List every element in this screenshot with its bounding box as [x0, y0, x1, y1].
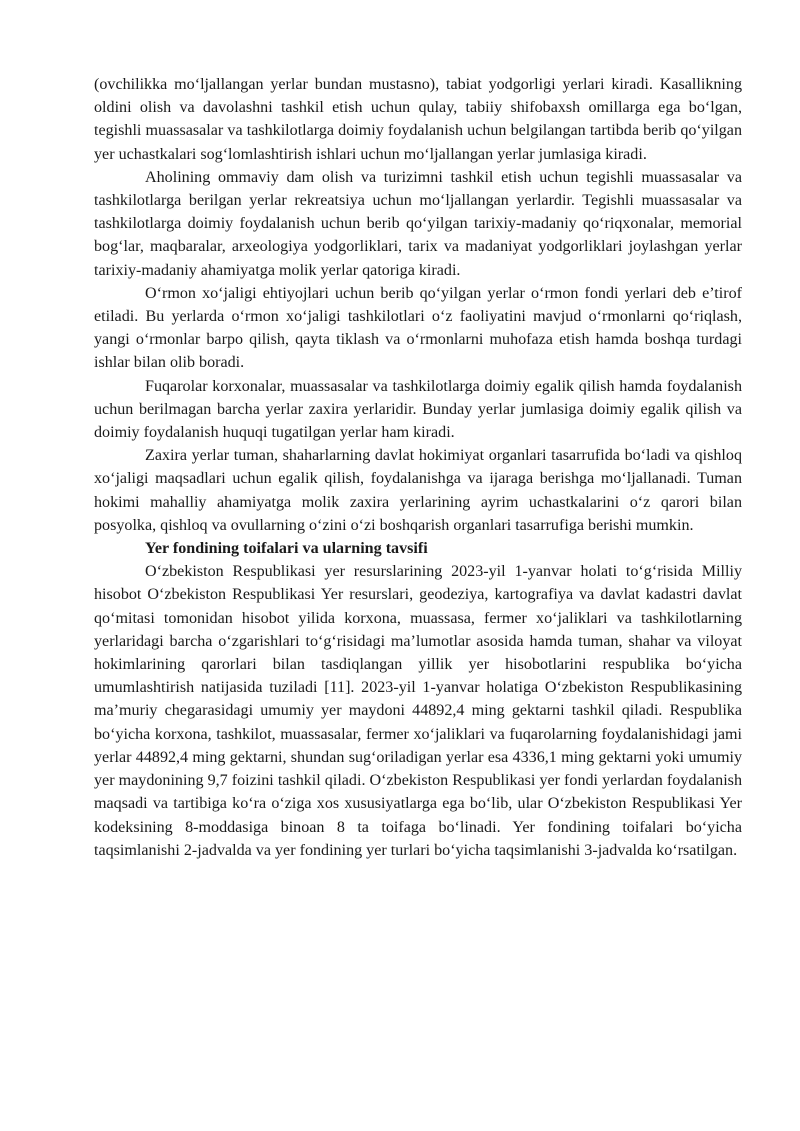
paragraph-forest-fund: O‘rmon xo‘jaligi ehtiyojlari uchun berib qo‘yilgan yerlar o‘rmon fondi yerlari deb e’tirof etiladi. Bu yerlarda o‘rmon xo‘jaligi tashkilotlari o‘z faoliyatini mavjud o‘rmonlarni qo‘riqlash, yangi o‘rmonlar barpo qilish, qayta tiklash va o‘rmonlarni muhofaza etish hamda boshqa turdagi ishlar bilan olib boradi. [94, 284, 742, 372]
section-heading: Yer fondining toifalari va ularning tavsifi [145, 540, 428, 558]
paragraph-recreation-lands: Aholining ommaviy dam olish va turizimni tashkil etish uchun tegishli muassasalar va tashkilotlarga berilgan yerlar rekreatsiya uchun mo‘ljallangan yerlardir. Tegishli muassasalar va tashkilotlarga doimiy foydalanish uchun berib qo‘yilgan tarixiy-madaniy qo‘riqxonalar, memorial bog‘lar, maqbaralar, arxeologiya yodgorliklari, tarix va madaniyat yodgorliklari joylashgan yerlar tarixiy-madaniy ahamiyatga molik yerlar qatoriga kiradi. [94, 168, 742, 279]
paragraph-reserve-lands: Fuqarolar korxonalar, muassasalar va tashkilotlarga doimiy egalik qilish hamda foydalanish uchun berilmagan barcha yerlar zaxira yerlaridir. Bunday yerlar jumlasiga doimiy egalik qilish va doimiy foydalanish huquqi tugatilgan yerlar ham kiradi. [94, 377, 742, 442]
paragraph-continuation: (ovchilikka mo‘ljallangan yerlar bundan mustasno), tabiat yodgorligi yerlari kiradi. Kasallikning oldini olish va davolashni tashkil etish uchun qulay, tabiiy shifobaxsh omillarga ega bo‘lgan, tegishli muassasalar va tashkilotlarga doimiy foydalanish uchun belgilangan tartibda berib qo‘yilgan yer uchastkalari sog‘lomlashtirish ishlari uchun mo‘ljallangan yerlar jumlasiga kiradi. [94, 76, 742, 163]
document-page [94, 73, 742, 862]
paragraph-reserve-management: Zaxira yerlar tuman, shaharlarning davlat hokimiyat organlari tasarrufida bo‘ladi va qishloq xo‘jaligi maqsadlari uchun egalik qilish, foydalanishga va ijaraga berishga mo‘ljallanadi. Tuman hokimi mahalliy ahamiyatga molik zaxira yerlarining ayrim uchastkalarini o‘z qarori bilan posyolka, qishloq va ovullarning o‘zini o‘zi boshqarish organlari tasarrufiga berishi mumkin. [94, 447, 742, 534]
paragraph-land-fund-report: O‘zbekiston Respublikasi yer resurslarining 2023-yil 1-yanvar holati to‘g‘risida Milliy hisobot O‘zbekiston Respublikasi Yer resurslari, geodeziya, kartografiya va davlat kadastri davlat qo‘mitasi tomonidan hisobot yilida korxona, muassasa, fermer xo‘jaliklari va tashkilotlarning yerlaridagi barcha o‘zgarishlari to‘g‘risidagi ma’lumotlar asosida hamda tuman, shahar va viloyat hokimlarining qarorlari bilan tasdiqlangan yillik yer hisobotlarini respublika bo‘yicha umumlashtirish natijasida tuziladi [11]. 2023-yil 1-yanvar holatiga O‘zbekiston Respublikasining ma’muriy chegarasidagi umumiy yer maydoni 44892,4 ming gektarni tashkil qiladi. Respublika bo‘yicha korxona, tashkilot, muassasalar, fermer xo‘jaliklari va fuqarolarning foydalanishidagi jami yerlar 44892,4 ming gektarni, shundan sug‘oriladigan yerlar esa 4336,1 ming gektarni yoki umumiy yer maydonining 9,7 foizini tashkil qiladi. O‘zbekiston Respublikasi yer fondi yerlardan foydalanish maqsadi va tartibiga ko‘ra o‘ziga xos xususiyatlarga ega bo‘lib, ular O‘zbekiston Respublikasi Yer kodeksining 8-moddasiga binoan 8 ta toifaga bo‘linadi. Yer fondining toifalari bo‘yicha taqsimlanishi 2-jadvalda va yer fondining yer turlari bo‘yicha taqsimlanishi 3-jadvalda ko‘rsatilgan. [94, 563, 742, 859]
